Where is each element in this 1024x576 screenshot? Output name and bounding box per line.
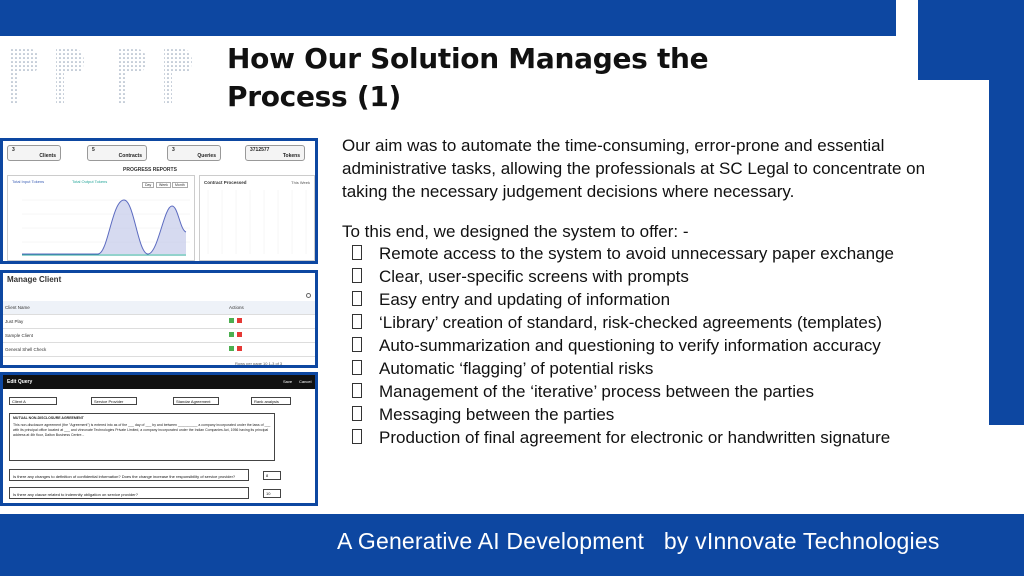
agreement-text-area[interactable]	[9, 413, 275, 461]
stat-card-clients: 3 Clients	[7, 145, 61, 161]
client-table	[3, 301, 315, 357]
client-select[interactable]: Client A	[9, 397, 57, 405]
question-score[interactable]: 8	[263, 471, 281, 480]
search-icon[interactable]	[306, 293, 311, 298]
question-score[interactable]: 10	[263, 489, 281, 498]
save-button[interactable]: Save	[283, 379, 293, 384]
toggle-week[interactable]: Week	[156, 182, 171, 188]
bullet-box-icon	[352, 383, 362, 398]
stat-row	[5, 143, 315, 165]
question-field[interactable]: Is there any clause related to indemnity obligation on service provider?	[9, 487, 249, 499]
list-item: Automatic ‘flagging’ of potential risks	[352, 357, 972, 380]
list-item: Remote access to the system to avoid unnecessary paper exchange	[352, 242, 972, 265]
slide-title: How Our Solution Manages the Process (1)	[227, 42, 709, 113]
template-select[interactable]: Standar Agreement	[173, 397, 219, 405]
cancel-button[interactable]: Cancel	[299, 379, 312, 384]
list-item: Easy entry and updating of information	[352, 288, 972, 311]
bullet-box-icon	[352, 429, 362, 444]
edit-icon[interactable]	[229, 318, 234, 323]
dashboard-screenshot	[0, 138, 318, 264]
edit-icon[interactable]	[229, 346, 234, 351]
lead-line: To this end, we designed the system to offer: -	[342, 222, 689, 241]
bullet-box-icon	[352, 314, 362, 329]
question-field[interactable]: Is there any changes to definition of confidential information? Does the change increase the responsibility of service provider?	[9, 469, 249, 481]
list-item: ‘Library’ creation of standard, risk-checked agreements (templates)	[352, 311, 972, 334]
contracts-grid	[200, 190, 314, 260]
intro-paragraph: Our aim was to automate the time-consuming, error-prone and essential administrative tasks, allowing the professionals at SC Legal to concentrate on taking the necessary judgement decisions where necessary.	[342, 136, 926, 201]
top-banner	[0, 0, 896, 36]
bullet-box-icon	[352, 406, 362, 421]
list-item: Management of the ‘iterative’ process between the parties	[352, 380, 972, 403]
contracts-processed-title: Contract Processed	[204, 180, 247, 185]
corner-block	[918, 0, 1024, 80]
edit-query-header	[3, 375, 315, 389]
table-row[interactable]: General Shell Check	[3, 343, 315, 357]
list-item: Production of final agreement for electronic or handwritten signature	[352, 426, 972, 449]
delete-icon[interactable]	[237, 332, 242, 337]
token-usage-chart	[7, 175, 195, 261]
feature-list	[352, 242, 972, 449]
delete-icon[interactable]	[237, 318, 242, 323]
delete-icon[interactable]	[237, 346, 242, 351]
agreement-body: This non-disclosure agreement (the "Agreement") is entered into as of the ___ day of ___ by and between __________ a company incorporated under the laws of ___ with its principal office located at ___ and vInnovate Technologies Private Limited, a company incorporated under the Indian Companies Act, 1956 having its principal address at 4th floor, Dalton Business Centre...	[13, 423, 271, 437]
side-strip	[989, 80, 1024, 425]
stat-card-contracts: 5 Contracts	[87, 145, 147, 161]
table-row[interactable]: Sample Client	[3, 329, 315, 343]
list-item: Clear, user-specific screens with prompts	[352, 265, 972, 288]
legend-input: Total Input Tokens	[12, 179, 45, 184]
legend-output: Total Output Tokens	[72, 179, 108, 184]
line-area-plot	[8, 190, 194, 260]
logo-dot-graphic	[6, 44, 206, 114]
edit-query-title: Edit Query	[7, 379, 33, 385]
bullet-box-icon	[352, 337, 362, 352]
analysis-select[interactable]: Rank analysis	[251, 397, 291, 405]
manage-client-title: Manage Client	[7, 275, 62, 284]
agreement-name: MUTUAL NON-DISCLOSURE AGREEMENT	[13, 416, 84, 420]
bullet-box-icon	[352, 291, 362, 306]
progress-reports-title: PROGRESS REPORTS	[123, 167, 177, 173]
edit-query-screenshot	[0, 372, 318, 506]
stat-card-queries: 3 Queries	[167, 145, 221, 161]
contracts-processed-chart	[199, 175, 315, 261]
list-item: Auto-summarization and questioning to verify information accuracy	[352, 334, 972, 357]
contracts-filter-select[interactable]: This Week	[291, 180, 310, 185]
stat-card-tokens: 3712577 Tokens	[245, 145, 305, 161]
role-select[interactable]: Service Provider	[91, 397, 137, 405]
edit-icon[interactable]	[229, 332, 234, 337]
toggle-day[interactable]: Day	[142, 182, 154, 188]
list-item: Messaging between the parties	[352, 403, 972, 426]
bullet-box-icon	[352, 268, 362, 283]
toggle-month[interactable]: Month	[172, 182, 188, 188]
bullet-box-icon	[352, 360, 362, 375]
table-pager[interactable]: Rows per page 10 1-3 of 3	[235, 361, 283, 366]
table-header: Client Name Actions	[3, 301, 315, 315]
bullet-box-icon	[352, 245, 362, 260]
table-row[interactable]: Just Play	[3, 315, 315, 329]
manage-client-screenshot	[0, 270, 318, 368]
footer-caption: A Generative AI Development by vInnovate Technologies	[337, 528, 940, 554]
